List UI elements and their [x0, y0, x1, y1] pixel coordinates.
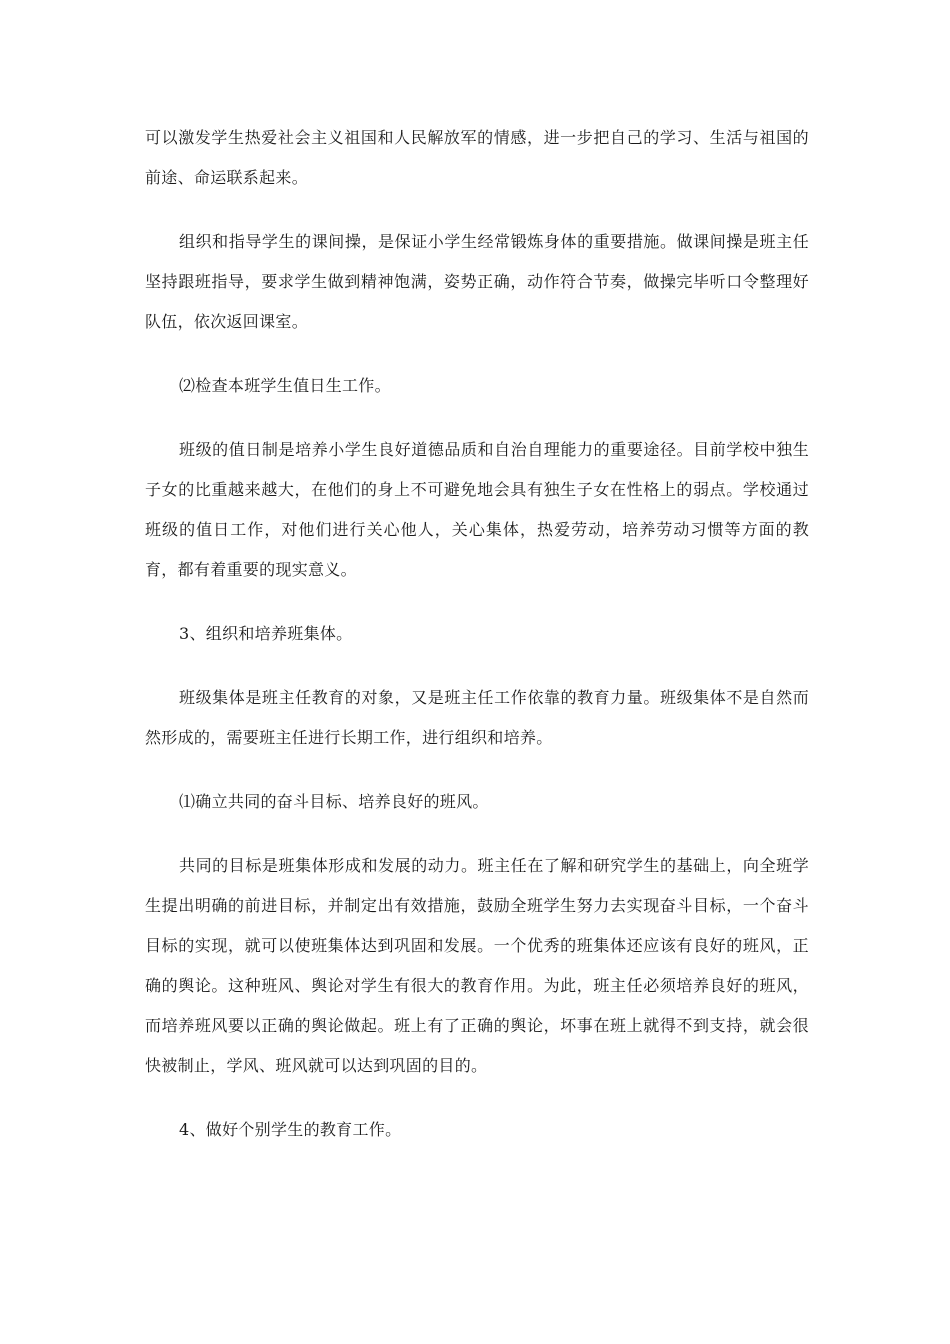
- heading-section-3: 3、组织和培养班集体。: [179, 624, 353, 643]
- paragraph-gap: [145, 406, 809, 430]
- paragraph-gap: [145, 822, 809, 846]
- subheading-duty-check: ⑵检查本班学生值日生工作。: [179, 376, 391, 395]
- paragraph-gap: [145, 342, 809, 366]
- paragraph-exercise: 组织和指导学生的课间操，是保证小学生经常锻炼身体的重要措施。做课间操是班主任坚持跟班指导，要求学生做到精神饱满，姿势正确，动作符合节奏，做操完毕听口令整理好队伍，依次返回课室。: [145, 232, 809, 331]
- paragraph-class-collective: 班级集体是班主任教育的对象，又是班主任工作依靠的教育力量。班级集体不是自然而然形成的，需要班主任进行长期工作，进行组织和培养。: [145, 688, 809, 747]
- paragraph-gap: [145, 590, 809, 614]
- paragraph-common-goal: 共同的目标是班集体形成和发展的动力。班主任在了解和研究学生的基础上，向全班学生提出明确的前进目标，并制定出有效措施，鼓励全班学生努力去实现奋斗目标，一个奋斗目标的实现，就可以使班集体达到巩固和发展。一个优秀的班集体还应该有良好的班风，正确的舆论。这种班风、舆论对学生有很大的教育作用。为此，班主任必须培养良好的班风，而培养班风要以正确的舆论做起。班上有了正确的舆论，坏事在班上就得不到支持，就会很快被制止，学风、班风就可以达到巩固的目的。: [145, 856, 809, 1075]
- document-body: [145, 118, 809, 1150]
- subheading-common-goal: ⑴确立共同的奋斗目标、培养良好的班风。: [179, 792, 489, 811]
- paragraph-continuation: 可以激发学生热爱社会主义祖国和人民解放军的情感，进一步把自己的学习、生活与祖国的前途、命运联系起来。: [145, 128, 809, 187]
- paragraph-gap: [145, 198, 809, 222]
- heading-section-4: 4、做好个别学生的教育工作。: [179, 1120, 402, 1139]
- paragraph-duty-system: 班级的值日制是培养小学生良好道德品质和自治自理能力的重要途径。目前学校中独生子女的比重越来越大，在他们的身上不可避免地会具有独生子女在性格上的弱点。学校通过班级的值日工作，对他们进行关心他人，关心集体，热爱劳动，培养劳动习惯等方面的教育，都有着重要的现实意义。: [145, 440, 809, 579]
- paragraph-gap: [145, 1086, 809, 1110]
- paragraph-gap: [145, 654, 809, 678]
- paragraph-gap: [145, 758, 809, 782]
